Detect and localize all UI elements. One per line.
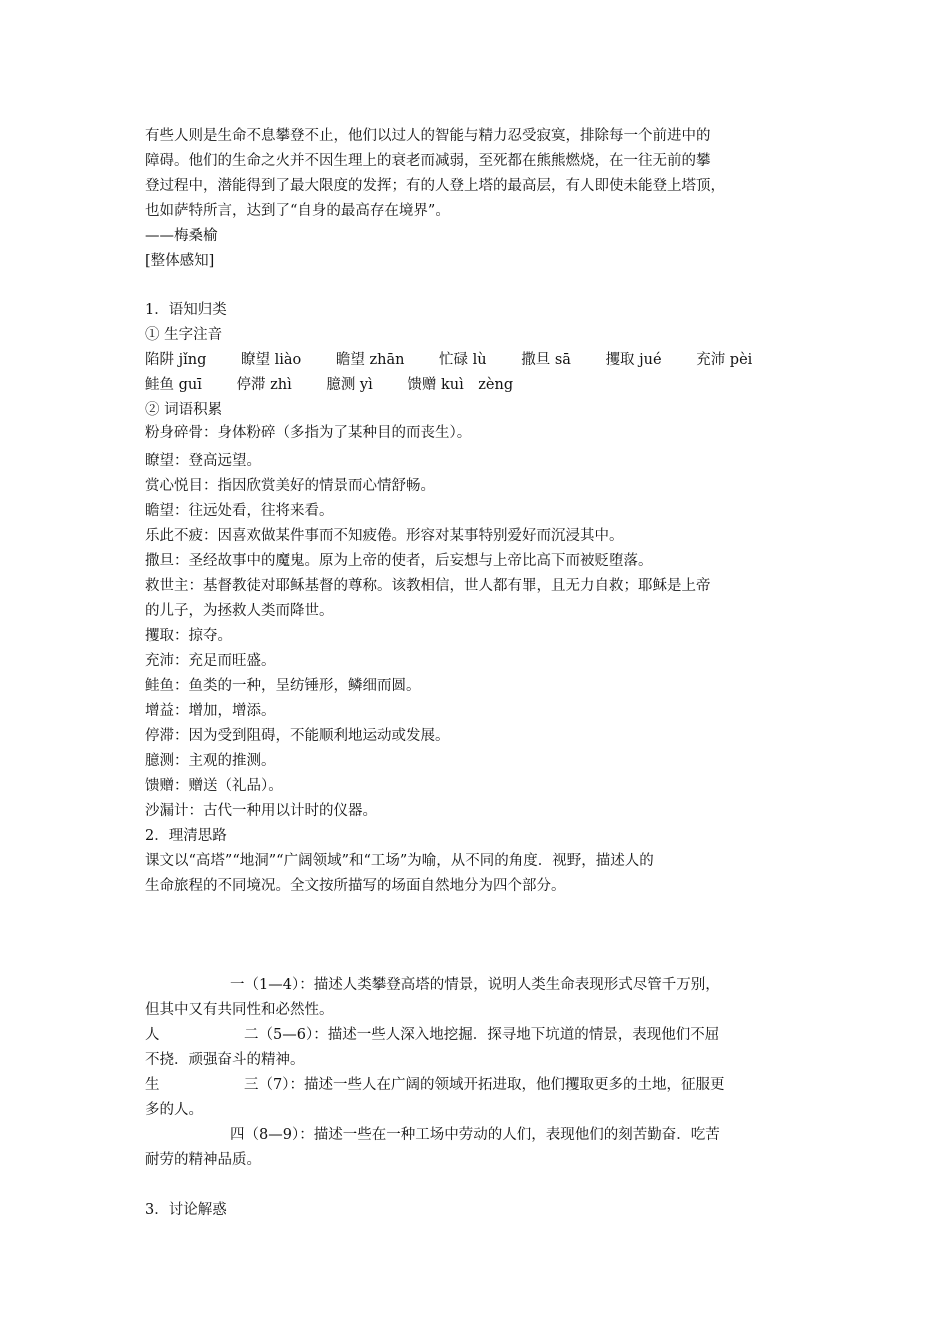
vocab-row-1 <box>145 350 782 370</box>
part2-line-1: 课文以“高塔”“地洞”“广阔领域”和“工场”为喻，从不同的角度．视野，描述人的 <box>145 853 654 869</box>
entry-line: 乐此不疲：因喜欢做某件事而不知疲倦。形容对某事特别爱好而沉浸其中。 <box>145 528 624 544</box>
side-label-1: 人 <box>145 1027 160 1043</box>
part2-title: 2．理清思路 <box>145 828 227 844</box>
intro-line-1: 有些人则是生命不息攀登不止，他们以过人的智能与精力忍受寂寞，排除每一个前进中的 <box>145 128 711 144</box>
entry-line: 鲑鱼：鱼类的一种，呈纺锤形，鳞细而圆。 <box>145 678 421 694</box>
section-heading: [整体感知] <box>145 253 215 269</box>
entry-line: 馈赠：赠送（礼品）。 <box>145 778 283 794</box>
side-label-2: 生 <box>145 1077 160 1093</box>
vocab-item: 臆测 yì <box>326 377 373 393</box>
entry-line: 沙漏计：古代一种用以计时的仪器。 <box>145 803 377 819</box>
entry-line: 粉身碎骨：身体粉碎（多指为了某种目的而丧生）。 <box>145 425 472 441</box>
entry-line: 瞻望：往远处看，往将来看。 <box>145 503 334 519</box>
part1-sub2: ② 词语积累 <box>145 402 223 418</box>
entry-line: 的儿子，为拯救人类而降世。 <box>145 603 334 619</box>
structure-item-2-cont: 不挠．顽强奋斗的精神。 <box>145 1052 305 1068</box>
structure-item-1-cont: 但其中又有共同性和必然性。 <box>145 1002 334 1018</box>
vocab-item: 撒旦 sā <box>521 352 571 368</box>
vocab-item: 充沛 pèi <box>696 352 753 368</box>
part1-title: 1．语知归类 <box>145 302 227 318</box>
part2-line-2: 生命旅程的不同境况。全文按所描写的场面自然地分为四个部分。 <box>145 878 566 894</box>
part3-title: 3．讨论解惑 <box>145 1202 227 1218</box>
structure-item-3: 三（7）：描述一些人在广阔的领域开拓进取，他们攫取更多的土地，征服更 <box>244 1077 725 1093</box>
structure-item-1: 一（1—4）：描述人类攀登高塔的情景，说明人类生命表现形式尽管千万别， <box>230 977 720 993</box>
entry-line: 攫取：掠夺。 <box>145 628 232 644</box>
part1-sub1: ① 生字注音 <box>145 327 223 343</box>
vocab-item: 陷阱 jǐng <box>145 352 207 368</box>
entry-line: 臆测：主观的推测。 <box>145 753 276 769</box>
structure-item-4-cont: 耐劳的精神品质。 <box>145 1152 261 1168</box>
entry-line: 撒旦：圣经故事中的魔鬼。原为上帝的使者，后妄想与上帝比高下而被贬堕落。 <box>145 553 653 569</box>
structure-item-2: 二（5—6）：描述一些人深入地挖掘．探寻地下坑道的情景，表现他们不屈 <box>244 1027 720 1043</box>
intro-line-4: 也如萨特所言，达到了“自身的最高存在境界”。 <box>145 203 450 219</box>
intro-line-3: 登过程中，潜能得到了最大限度的发挥；有的人登上塔的最高层，有人即使未能登上塔顶， <box>145 178 725 194</box>
vocab-item: 停滞 zhì <box>236 377 292 393</box>
entry-line: 瞭望：登高远望。 <box>145 453 261 469</box>
entry-line: 救世主：基督教徒对耶稣基督的尊称。该教相信，世人都有罪，且无力自救；耶稣是上帝 <box>145 578 711 594</box>
intro-line-2: 障碍。他们的生命之火并不因生理上的衰老而减弱，至死都在熊熊燃烧，在一往无前的攀 <box>145 153 711 169</box>
vocab-row-2 <box>145 375 543 395</box>
vocab-item: 鲑鱼 guī <box>145 377 202 393</box>
vocab-item: 攫取 jué <box>605 352 662 368</box>
intro-author: ——梅桑榆 <box>145 228 218 244</box>
vocab-item: 瞻望 zhān <box>335 352 405 368</box>
vocab-item: 馈赠 kuì zèng <box>407 377 514 393</box>
vocab-item: 忙碌 lù <box>439 352 487 368</box>
entry-line: 充沛：充足而旺盛。 <box>145 653 276 669</box>
entry-line: 赏心悦目：指因欣赏美好的情景而心情舒畅。 <box>145 478 435 494</box>
structure-item-4: 四（8—9）：描述一些在一种工场中劳动的人们，表现他们的刻苦勤奋．吃苦 <box>230 1127 720 1143</box>
structure-item-3-cont: 多的人。 <box>145 1102 203 1118</box>
entry-line: 停滞：因为受到阻碍，不能顺利地运动或发展。 <box>145 728 450 744</box>
entry-line: 增益：增加，增添。 <box>145 703 276 719</box>
vocab-item: 瞭望 liào <box>240 352 302 368</box>
